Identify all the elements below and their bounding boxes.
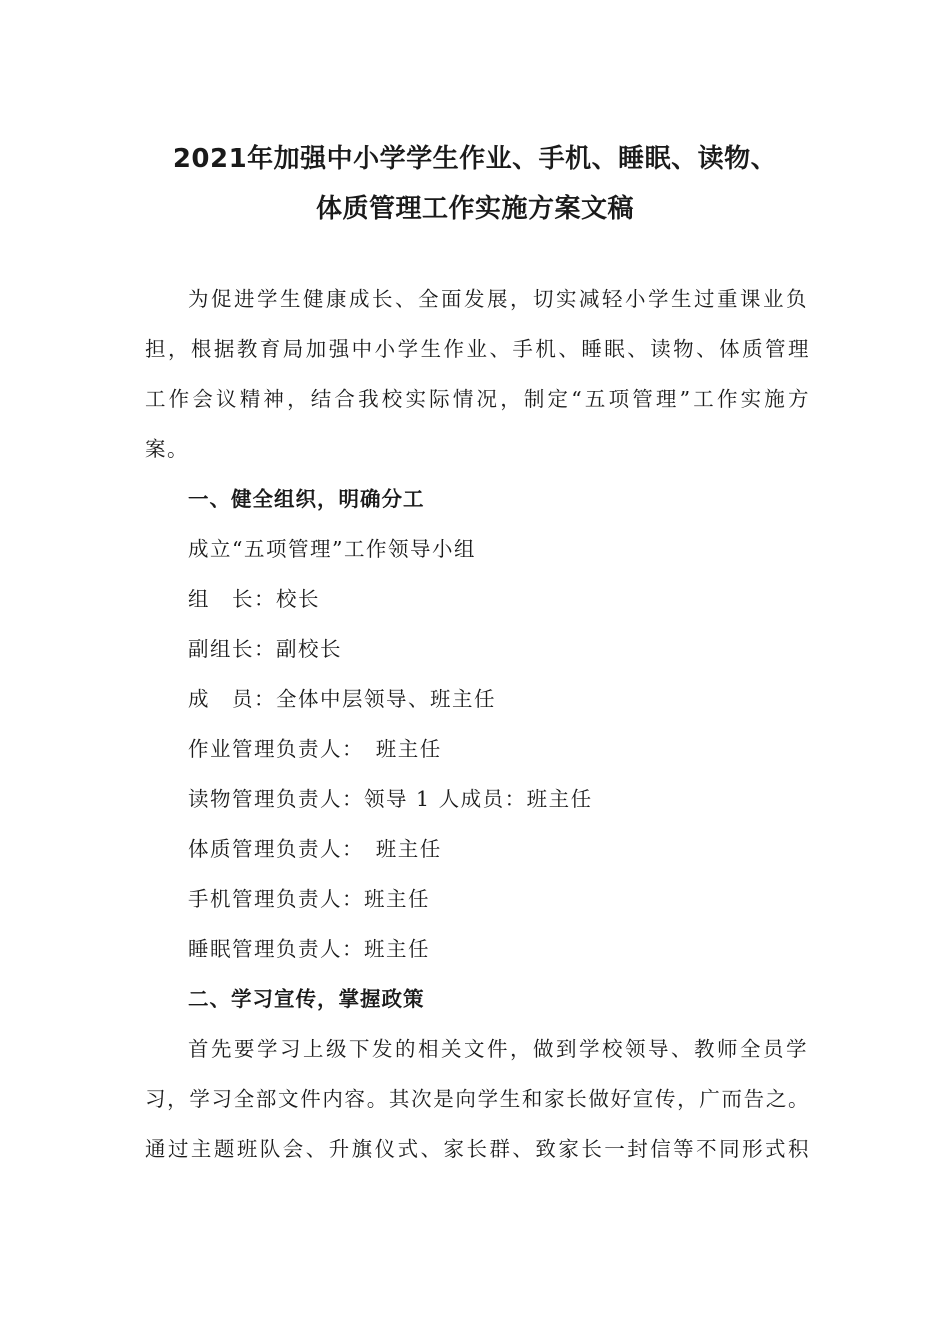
section1-item: 成立“五项管理”工作领导小组 <box>188 537 476 561</box>
title-line-1: 2021年加强中小学学生作业、手机、睡眠、读物、 <box>172 144 778 174</box>
section1-item: 作业管理负责人： 班主任 <box>188 737 442 761</box>
section2-line-2: 习，学习全部文件内容。其次是向学生和家长做好宣传，广而告之。 <box>145 1087 810 1111</box>
section2-line-3: 通过主题班队会、升旗仪式、家长群、致家长一封信等不同形式积 <box>145 1137 810 1161</box>
section1-item: 手机管理负责人：班主任 <box>188 887 430 911</box>
section1-item: 睡眠管理负责人：班主任 <box>188 937 430 961</box>
intro-line-3: 工作会议精神，结合我校实际情况，制定“五项管理”工作实施方 <box>145 387 810 411</box>
section2-heading: 二、学习宣传，掌握政策 <box>188 987 425 1011</box>
title-line-2: 体质管理工作实施方案文稿 <box>315 194 634 224</box>
section2-line-1: 首先要学习上级下发的相关文件，做到学校领导、教师全员学 <box>188 1037 808 1061</box>
section1-item: 体质管理负责人： 班主任 <box>188 837 442 861</box>
section1-item: 读物管理负责人：领导 1 人成员：班主任 <box>188 787 593 811</box>
intro-line-4: 案。 <box>145 437 189 461</box>
document-title <box>145 134 805 234</box>
intro-line-2: 担，根据教育局加强中小学生作业、手机、睡眠、读物、体质管理 <box>145 337 810 361</box>
section1-item: 组 长：校长 <box>188 587 320 611</box>
intro-line-1: 为促进学生健康成长、全面发展，切实减轻小学生过重课业负 <box>188 287 808 311</box>
section1-item: 副组长：副校长 <box>188 637 342 661</box>
section1-item: 成 员：全体中层领导、班主任 <box>188 687 496 711</box>
section1-heading: 一、健全组织，明确分工 <box>188 487 425 511</box>
